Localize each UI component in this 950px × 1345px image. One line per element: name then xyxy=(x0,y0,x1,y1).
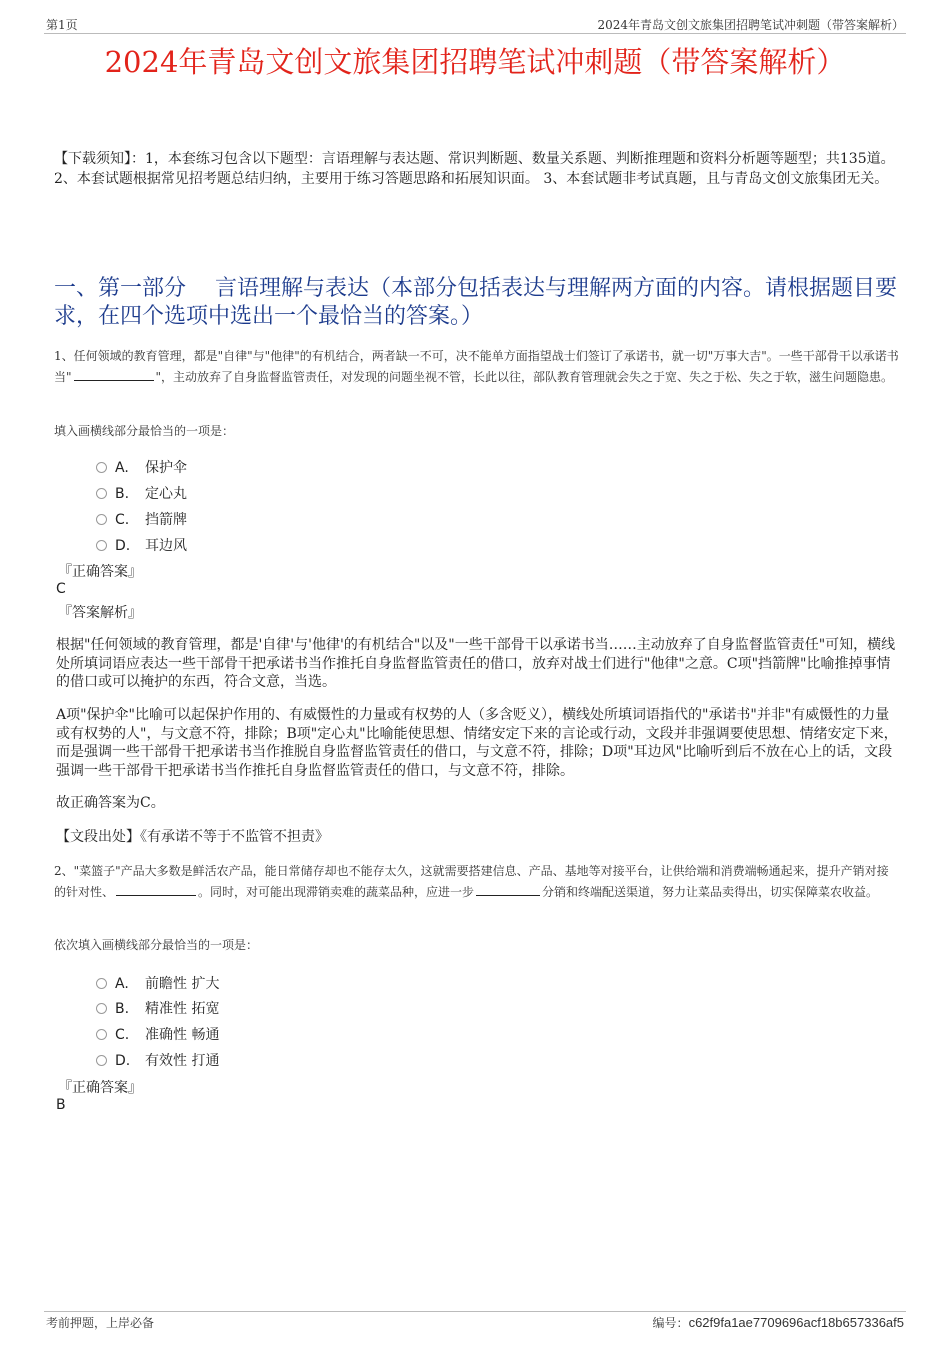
option-letter: A. xyxy=(115,976,129,992)
fill-blank xyxy=(116,883,196,896)
option-letter: C. xyxy=(115,512,130,528)
analysis-conclusion: 故正确答案为C。 xyxy=(56,795,165,811)
section-heading: 一、第一部分 言语理解与表达（本部分包括表达与理解两方面的内容。请根据题目要求，在四个选项中选出一个最恰当的答案。） xyxy=(54,276,897,329)
option-text: 定心丸 xyxy=(145,486,187,502)
option-letter: C. xyxy=(115,1027,130,1043)
analysis-label: 『答案解析』 xyxy=(58,605,142,621)
document-code xyxy=(653,1314,904,1331)
option-letter: B. xyxy=(115,486,130,502)
option-letter: D. xyxy=(115,538,131,554)
correct-answer: B xyxy=(56,1097,66,1113)
option-b[interactable] xyxy=(96,483,187,503)
header-doc-title: 2024年青岛文创文旅集团招聘笔试冲刺题（带答案解析） xyxy=(597,18,904,32)
stem-text: 。同时，对可能出现滞销卖难的蔬菜品种，应进一步 xyxy=(198,884,475,899)
stem-text: 1、任何领域的教育管理，都是"自律"与"他律"的有机结合，两者缺一不可，决不能单方面指望战士们签订了承诺书，就一切"万事大吉"。一些干部骨干以承诺书当" xyxy=(54,349,899,384)
option-a[interactable] xyxy=(96,457,187,477)
stem-text: "，主动放弃了自身监督监管责任，对发现的问题坐视不管，长此以往，部队教育管理就会失之于宽、失之于松、失之于软，滋生问题隐患。 xyxy=(155,369,894,384)
option-text: 挡箭牌 xyxy=(145,512,187,528)
fill-blank xyxy=(74,368,154,381)
stem-text: 2、"菜篮子"产品大多数是鲜活农产品，能日常储存却也不能存太久，这就需要搭建信息、产品、基地等对接平台，让供给端和消费端畅通起来，提升产销对接的针对性、 xyxy=(54,864,889,899)
document-title: 2024年青岛文创文旅集团招聘笔试冲刺题（带答案解析） xyxy=(104,45,846,79)
footer-rule xyxy=(44,1311,906,1312)
radio-icon[interactable] xyxy=(96,514,107,525)
option-c[interactable] xyxy=(96,509,187,529)
option-d[interactable] xyxy=(96,535,187,555)
stem-text: 分销和终端配送渠道，努力让菜品卖得出，切实保障菜农收益。 xyxy=(542,884,879,899)
radio-icon[interactable] xyxy=(96,1003,107,1014)
radio-icon[interactable] xyxy=(96,462,107,473)
option-letter: A. xyxy=(115,460,129,476)
code-value: c62f9fa1ae7709696acf18b657336af5 xyxy=(688,1315,904,1330)
question-1-prompt: 填入画横线部分最恰当的一项是： xyxy=(54,424,235,438)
code-label: 编号： xyxy=(652,1316,689,1330)
option-b[interactable] xyxy=(96,998,219,1018)
radio-icon[interactable] xyxy=(96,1029,107,1040)
question-1-stem xyxy=(54,346,899,387)
download-notice: 【下载须知】：1，本套练习包含以下题型：言语理解与表达题、常识判断题、数量关系题、判断推理题和资料分析题等题型；共135道。 2、本套试题根据常见招考题总结归纳，主要用于练习答题思路和拓展知识面。 3、本套试题非考试真题，且与青岛文创文旅集团无关。 xyxy=(54,151,895,187)
question-2-prompt: 依次填入画横线部分最恰当的一项是： xyxy=(54,938,259,952)
option-text: 准确性 畅通 xyxy=(145,1027,220,1043)
answer-label: 『正确答案』 xyxy=(58,564,142,580)
option-letter: D. xyxy=(115,1053,131,1069)
fill-blank xyxy=(476,883,540,896)
analysis-paragraph: 根据"任何领域的教育管理，都是'自律'与'他律'的有机结合"以及"一些干部骨干以承诺书当……主动放弃了自身监督监管责任"可知，横线处所填词语应表达一些干部骨干把承诺书当作推托自身监督监管责任的借口，放弃对战士们进行"他律"之意。C项"挡箭牌"比喻推掉事情的借口或可以掩护的东西，符合文意，当选。 xyxy=(56,637,896,690)
option-text: 有效性 打通 xyxy=(145,1053,220,1069)
option-a[interactable] xyxy=(96,973,219,993)
footer-slogan: 考前押题，上岸必备 xyxy=(46,1316,155,1330)
option-text: 精准性 拓宽 xyxy=(145,1001,220,1017)
answer-label: 『正确答案』 xyxy=(58,1080,142,1096)
radio-icon[interactable] xyxy=(96,978,107,989)
option-text: 保护伞 xyxy=(145,460,187,476)
radio-icon[interactable] xyxy=(96,1055,107,1066)
option-c[interactable] xyxy=(96,1024,219,1044)
radio-icon[interactable] xyxy=(96,540,107,551)
option-text: 耳边风 xyxy=(145,538,187,554)
correct-answer: C xyxy=(56,581,66,597)
header-rule xyxy=(44,33,906,34)
question-2-stem xyxy=(54,861,899,902)
analysis-paragraph: A项"保护伞"比喻可以起保护作用的、有威慑性的力量或有权势的人（多含贬义），横线处所填词语指代的"承诺书"并非"有威慑性的力量或有权势的人"，与文意不符，排除；B项"定心丸"比喻能使思想、情绪安定下来的言论或行动，文段并非强调要使思想、情绪安定下来，而是强调一些干部骨干把承诺书当作推脱自身监督监管责任的借口，与文意不符，排除；D项"耳边风"比喻听到后不放在心上的话，文段强调一些干部骨干把承诺书当作推托自身监督监管责任的借口，与文意不符，排除。 xyxy=(56,707,898,779)
option-text: 前瞻性 扩大 xyxy=(145,976,220,992)
page-number: 第1页 xyxy=(46,18,78,32)
radio-icon[interactable] xyxy=(96,488,107,499)
passage-source: 【文段出处】《有承诺不等于不监管不担责》 xyxy=(56,829,329,845)
option-letter: B. xyxy=(115,1001,130,1017)
option-d[interactable] xyxy=(96,1050,219,1070)
